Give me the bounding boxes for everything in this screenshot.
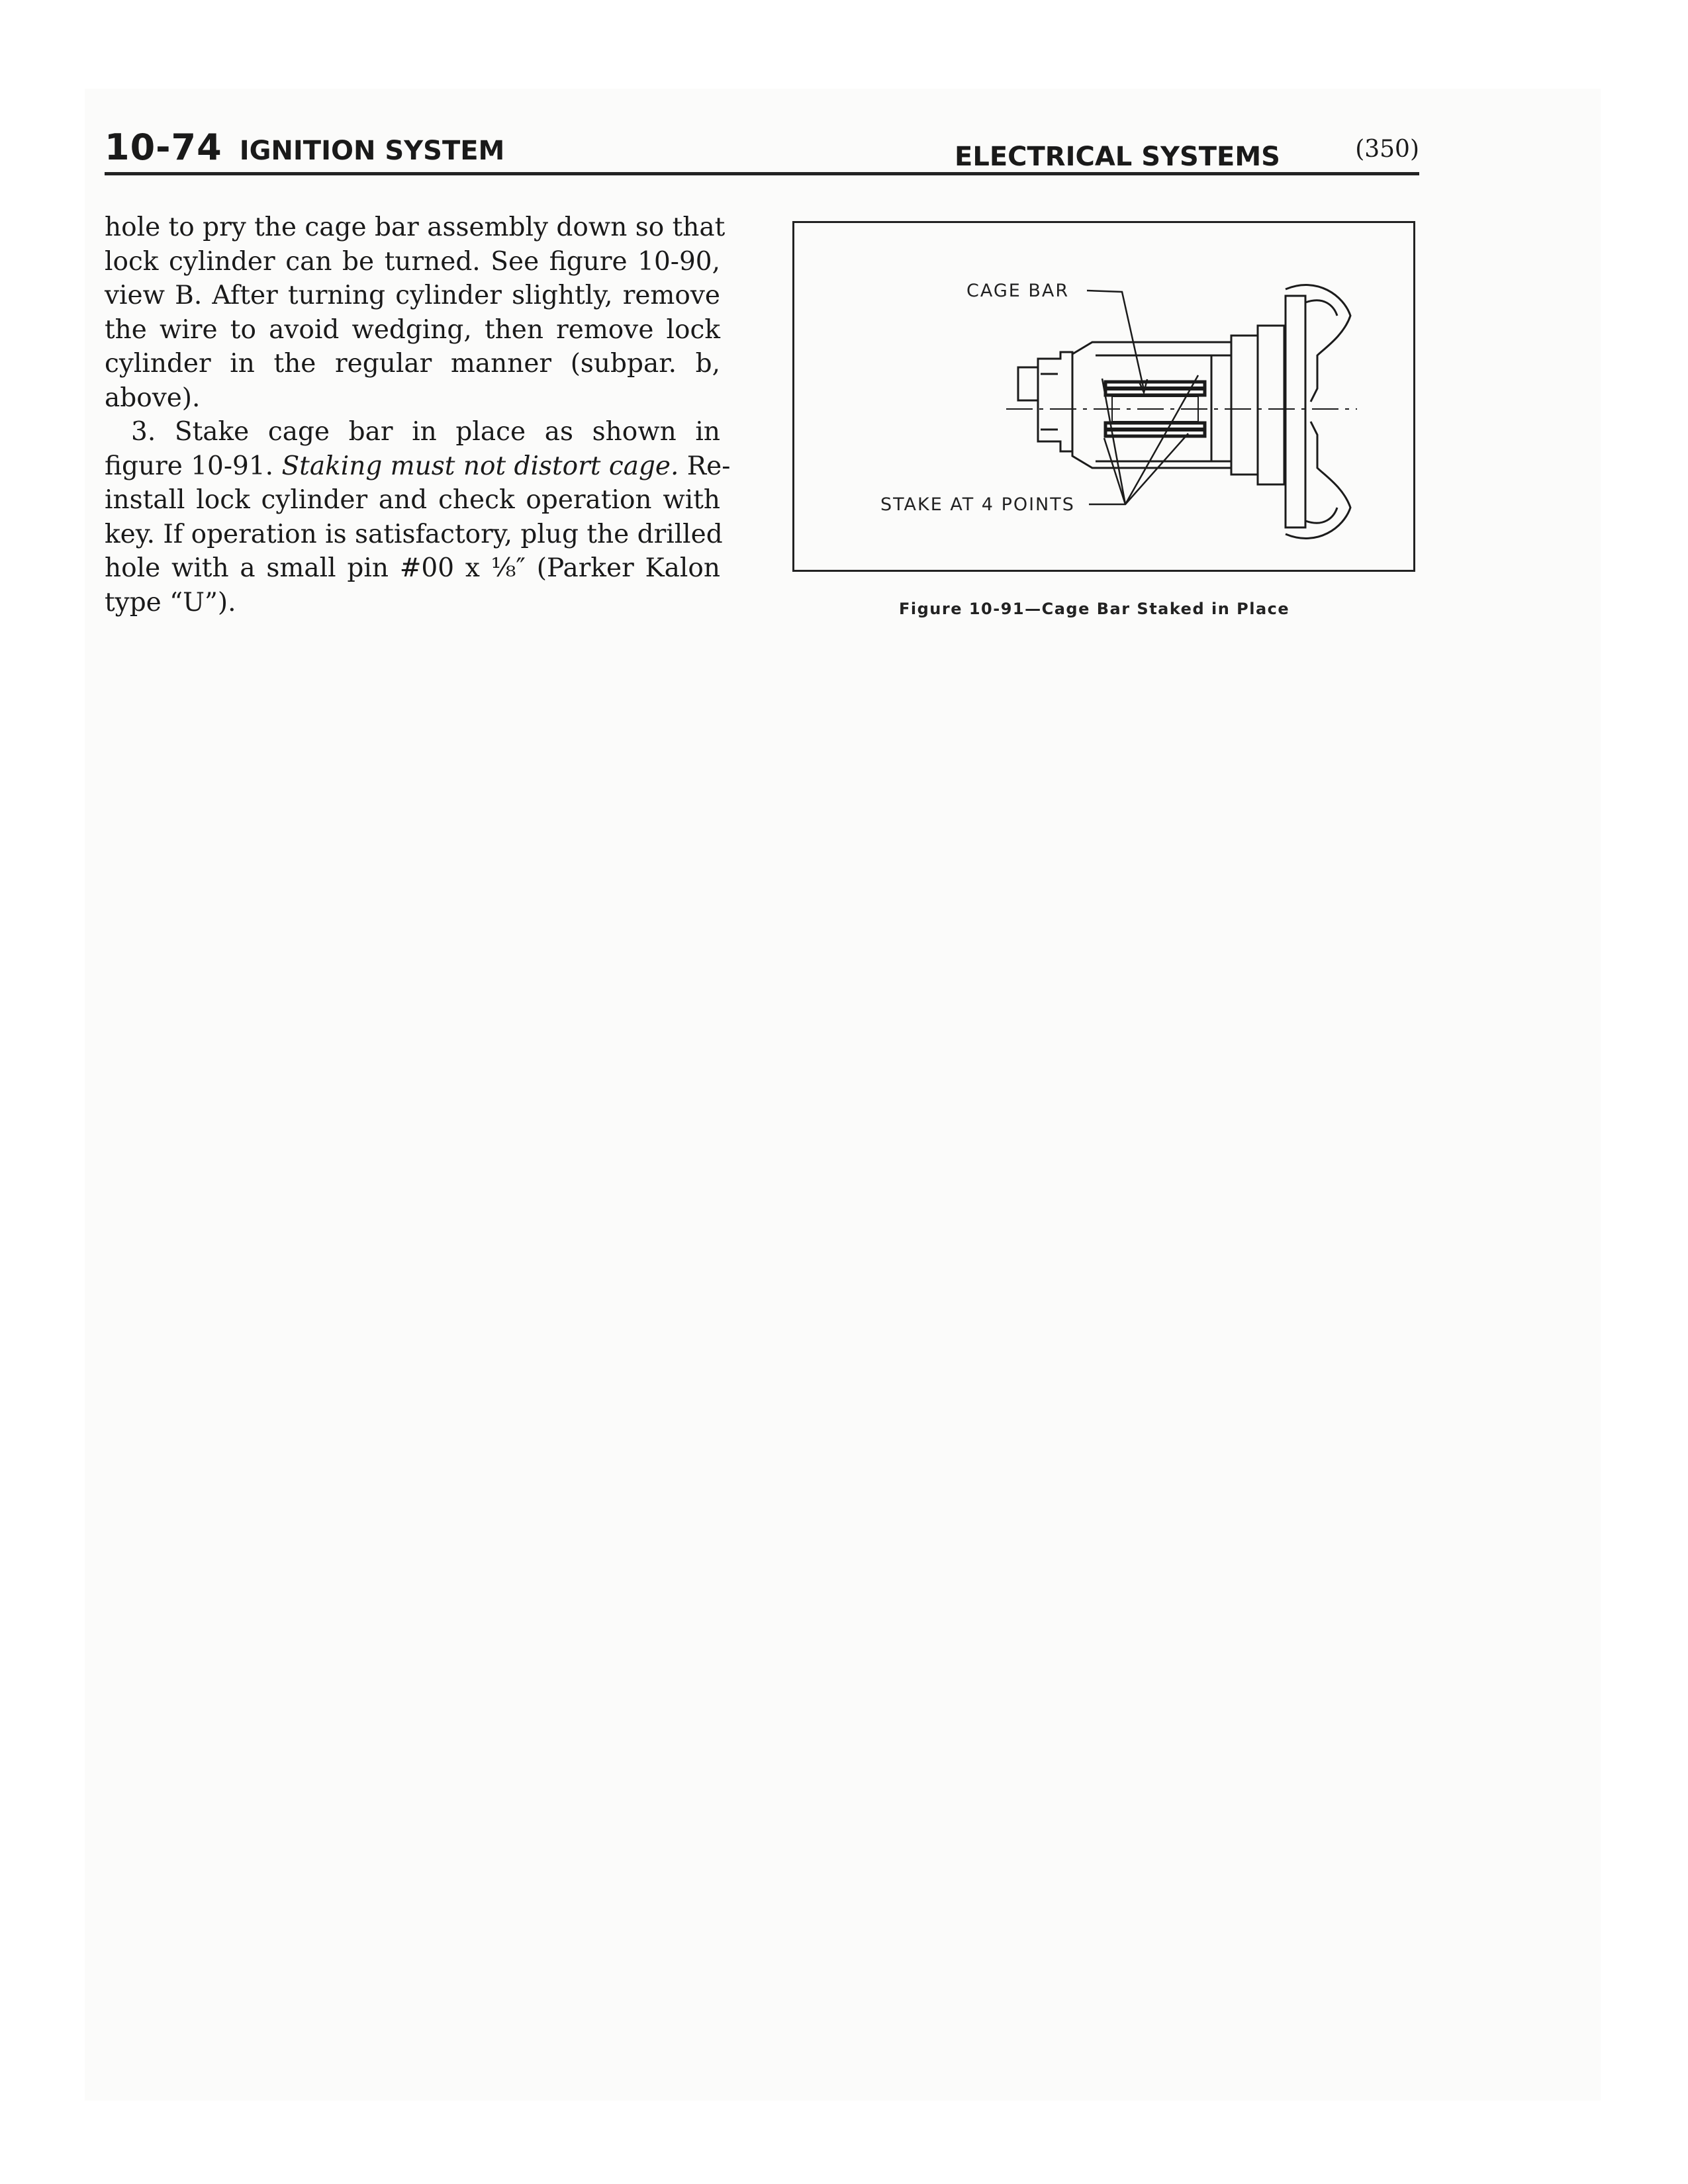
text-line: view B. After turning cylinder slightly, remove xyxy=(105,281,720,310)
text-line: the wire to avoid wedging, then remove lock xyxy=(105,314,720,345)
text-line: hole to pry the cage bar assembly down so that xyxy=(105,212,726,242)
text-line-mixed xyxy=(105,449,731,484)
text-run: figure 10-91. xyxy=(105,451,282,481)
paragraph-1 xyxy=(105,210,726,415)
text-line: key. If operation is satisfactory, plug the drilled xyxy=(105,519,723,549)
chapter-title: ELECTRICAL SYSTEMS xyxy=(955,142,1280,172)
text-line: 3. Stake cage bar in place as shown in xyxy=(131,417,720,447)
section-title: IGNITION SYSTEM xyxy=(239,136,505,166)
text-line: above). xyxy=(105,383,201,413)
text-line: type “U”). xyxy=(105,587,236,617)
figure-frame xyxy=(792,221,1415,572)
paragraph-2 xyxy=(105,415,731,619)
page-reference: 10-74 xyxy=(105,126,222,168)
figure-caption: Figure 10-91—Cage Bar Staked in Place xyxy=(899,600,1290,618)
body-text-column xyxy=(105,210,731,619)
text-line: hole with a small pin #00 x ⅛″ (Parker Kalon xyxy=(105,553,720,583)
emphasis-text: Staking must not distort cage. xyxy=(281,451,679,481)
page-number: (350) xyxy=(1355,136,1419,163)
cage-bar-illustration xyxy=(794,223,1413,570)
header-left xyxy=(105,126,504,168)
text-line: lock cylinder can be turned. See figure 10-90, xyxy=(105,246,720,277)
text-line: install lock cylinder and check operation with xyxy=(105,485,720,515)
text-run: Re- xyxy=(679,451,731,481)
callout-cage-bar: CAGE BAR xyxy=(966,281,1070,301)
text-line: cylinder in the regular manner (subpar. b, xyxy=(105,349,720,379)
header-rule xyxy=(105,172,1419,175)
page-header xyxy=(105,126,1419,172)
callout-stake-points: STAKE AT 4 POINTS xyxy=(880,494,1075,515)
